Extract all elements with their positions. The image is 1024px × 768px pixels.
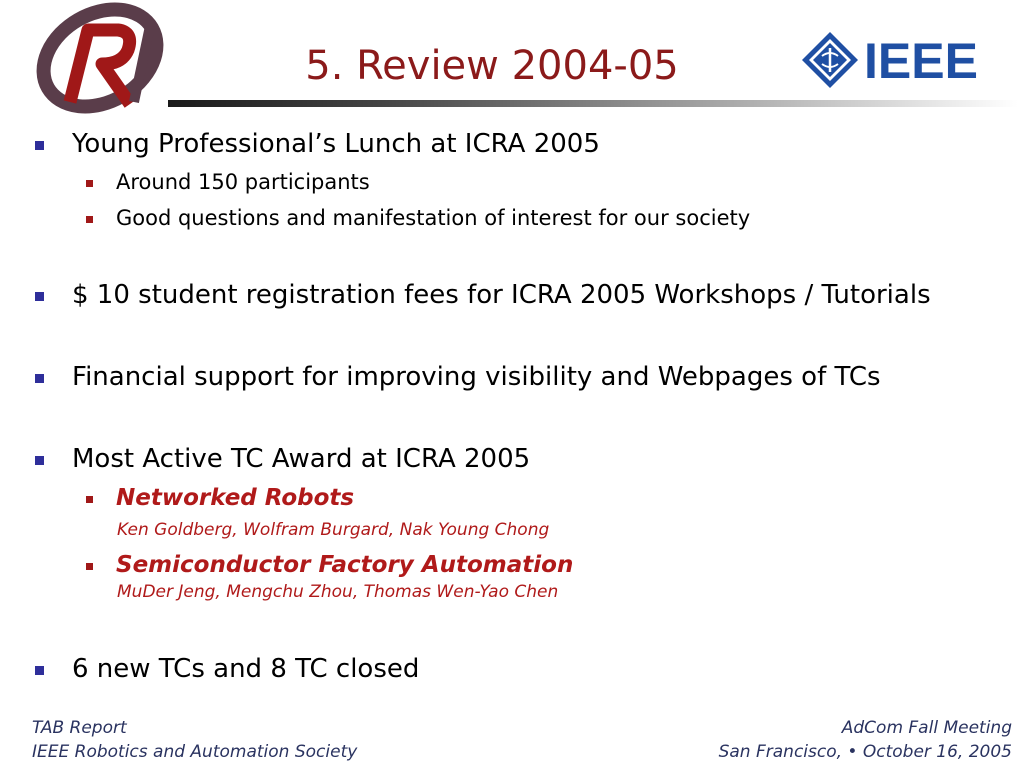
bullet-financial-support: Financial support for improving visibility and Webpages of TCs bbox=[72, 362, 881, 392]
bullet-marker bbox=[35, 292, 44, 301]
footer-meeting-name: AdCom Fall Meeting bbox=[841, 718, 1012, 738]
award-semiconductor-automation: Semiconductor Factory Automation bbox=[116, 552, 574, 578]
sub-bullet-marker bbox=[86, 496, 93, 503]
ieee-diamond-icon bbox=[802, 32, 858, 88]
bullet-marker bbox=[35, 141, 44, 150]
footer-left bbox=[32, 716, 357, 764]
bullet-marker bbox=[35, 666, 44, 675]
award-semiconductor-automation-names: MuDer Jeng, Mengchu Zhou, Thomas Wen-Yao Chen bbox=[117, 582, 559, 602]
award-networked-robots: Networked Robots bbox=[116, 485, 355, 511]
footer-society-name: IEEE Robotics and Automation Society bbox=[32, 742, 358, 762]
title-divider bbox=[168, 100, 1018, 107]
sub-bullet-marker bbox=[86, 563, 93, 570]
sub-bullet-marker bbox=[86, 180, 93, 187]
footer-meeting-place-date: San Francisco, • October 16, 2005 bbox=[718, 742, 1012, 762]
bullet-marker bbox=[35, 374, 44, 383]
sub-bullet-marker bbox=[86, 216, 93, 223]
bullet-tc-award: Most Active TC Award at ICRA 2005 bbox=[72, 444, 531, 474]
bullet-marker bbox=[35, 456, 44, 465]
ieee-wordmark: IEEE bbox=[864, 33, 978, 89]
footer-report-title: TAB Report bbox=[32, 718, 127, 738]
award-networked-robots-names: Ken Goldberg, Wolfram Burgard, Nak Young Chong bbox=[117, 520, 550, 540]
sub-bullet-questions: Good questions and manifestation of interest for our society bbox=[116, 206, 751, 230]
footer-right bbox=[719, 716, 1012, 764]
slide-title: 5. Review 2004-05 bbox=[305, 43, 679, 89]
bullet-registration-fees: $ 10 student registration fees for ICRA 2005 Workshops / Tutorials bbox=[72, 280, 931, 310]
bullet-new-tcs: 6 new TCs and 8 TC closed bbox=[72, 654, 420, 684]
sub-bullet-participants: Around 150 participants bbox=[116, 170, 370, 194]
ieee-logo bbox=[800, 30, 992, 90]
bullet-young-professionals: Young Professional’s Lunch at ICRA 2005 bbox=[72, 129, 600, 159]
